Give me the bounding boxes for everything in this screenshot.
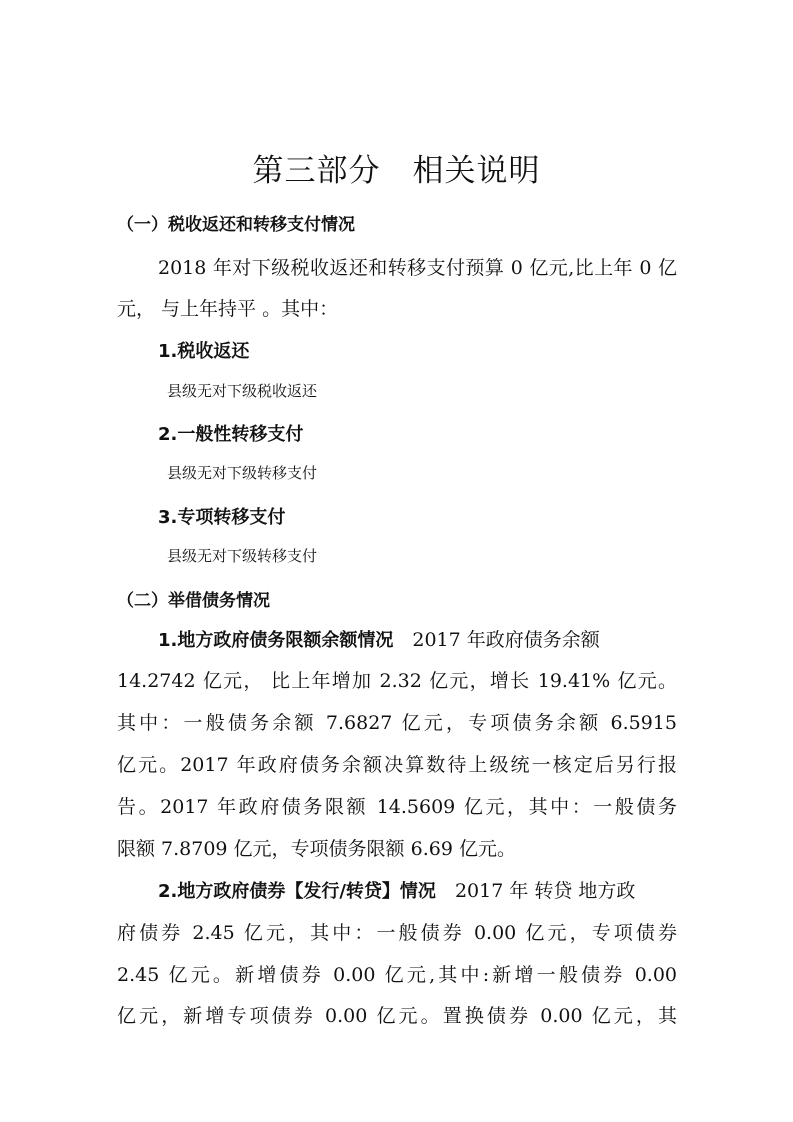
item-heading-tax-return: 1.税收返还 — [158, 341, 250, 362]
paragraph-line: 限额 7.8709 亿元，专项债务限额 6.69 亿元。 — [117, 838, 516, 860]
paragraph-line: 元， 与上年持平 。其中： — [117, 298, 339, 320]
item-text: 县级无对下级转移支付 — [167, 547, 318, 565]
inline-text: 2017 年政府债务余额 — [412, 629, 600, 651]
paragraph-line: 14.2742 亿元， 比上年增加 2.32 亿元，增长 19.41% 亿元。 — [117, 670, 677, 692]
section-heading-debt: （二）举借债务情况 — [117, 591, 270, 611]
paragraph-line — [158, 876, 677, 903]
paragraph-line: 府债券 2.45 亿元，其中：一般债券 0.00 亿元，专项债券 — [117, 922, 677, 944]
paragraph-line — [158, 625, 677, 652]
paragraph-line: 2018 年对下级税收返还和转移支付预算 0 亿元,比上年 0 亿 — [158, 257, 677, 279]
paragraph-line: 亿元。2017 年政府债务余额决算数待上级统一核定后另行报 — [117, 754, 677, 776]
item-text: 县级无对下级转移支付 — [167, 464, 318, 482]
paragraph-line: 亿元，新增专项债券 0.00 亿元。置换债券 0.00 亿元，其 — [117, 1005, 677, 1027]
section-heading-transfer: （一）税收返还和转移支付情况 — [117, 215, 355, 235]
item-heading-bond-issuance: 2.地方政府债券【发行/转贷】情况 — [158, 881, 436, 902]
paragraph-line: 其中：一般债务余额 7.6827 亿元，专项债务余额 6.5915 — [117, 712, 677, 734]
inline-text: 2017 年 转贷 地方政 — [454, 880, 636, 902]
paragraph-line: 2.45 亿元。新增债券 0.00 亿元,其中:新增一般债券 0.00 — [117, 964, 677, 986]
paragraph-line: 告。2017 年政府债务限额 14.5609 亿元，其中：一般债务 — [117, 796, 677, 818]
item-text: 县级无对下级税收返还 — [167, 382, 318, 400]
item-heading-general-transfer: 2.一般性转移支付 — [158, 424, 304, 445]
item-heading-debt-limit: 1.地方政府债务限额余额情况 — [158, 630, 394, 651]
page-title: 第三部分 相关说明 — [252, 153, 541, 189]
item-heading-special-transfer: 3.专项转移支付 — [158, 507, 286, 528]
